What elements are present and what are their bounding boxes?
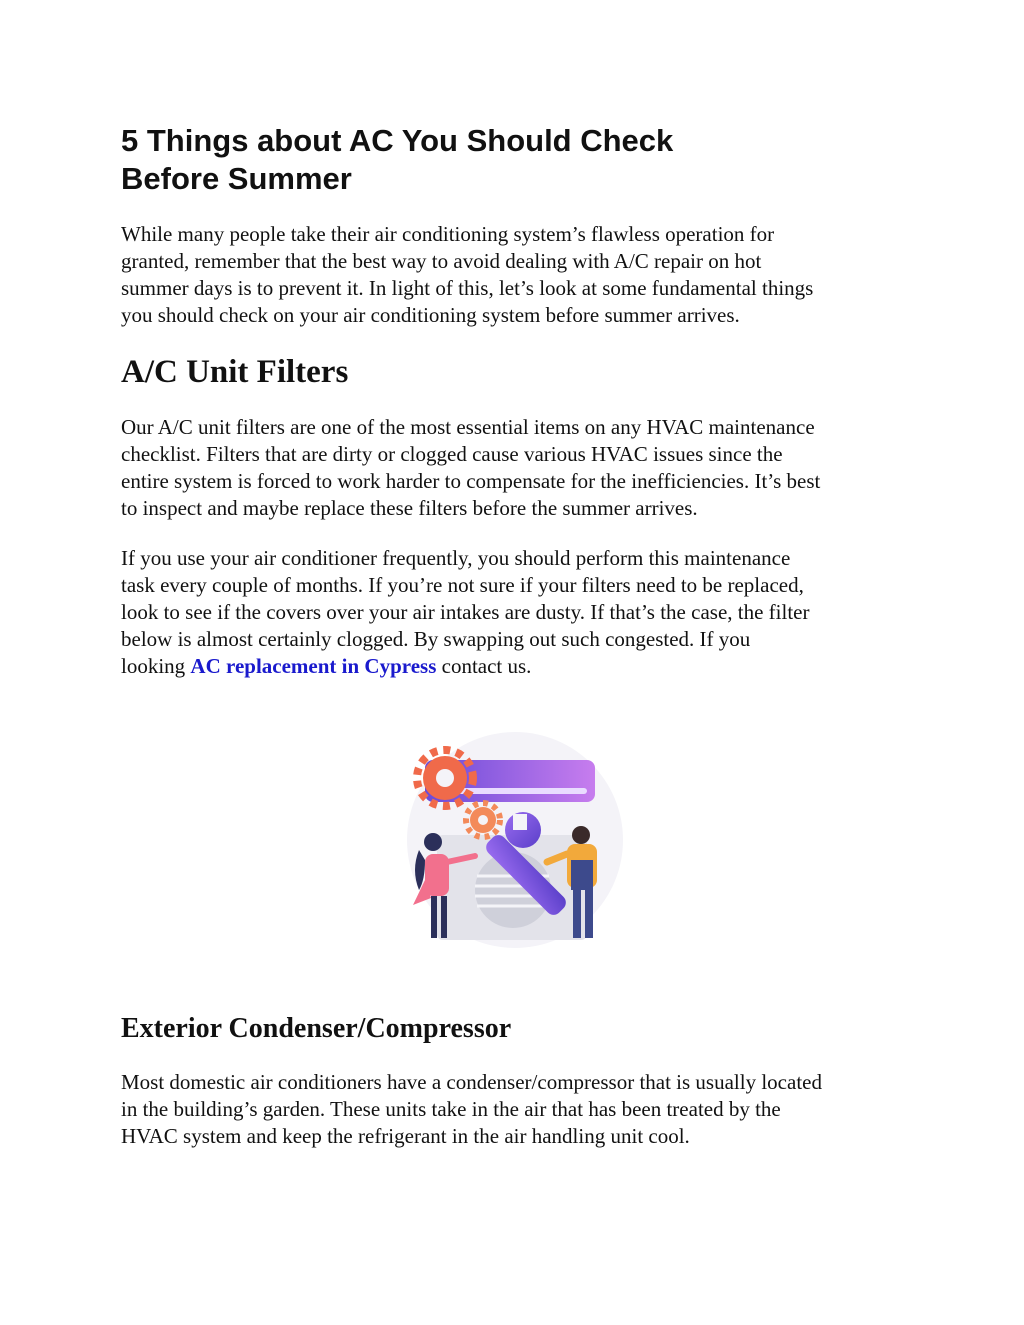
article-title	[121, 122, 821, 198]
text-line: granted, remember that the best way to avoid dealing with A/C repair on hot	[121, 249, 762, 273]
text-line: summer days is to prevent it. In light of this, let’s look at some fundamental things	[121, 276, 814, 300]
condenser-paragraph	[121, 1069, 921, 1150]
text-line: task every couple of months. If you’re not sure if your filters need to be replaced,	[121, 573, 804, 597]
text-line-suffix: contact us.	[436, 654, 532, 678]
text-line: entire system is forced to work harder to compensate for the inefficiencies. It’s best	[121, 469, 821, 493]
ac-repair-technicians-illustration	[395, 730, 635, 960]
section-heading-condenser: Exterior Condenser/Compressor	[121, 1013, 512, 1044]
text-line: look to see if the covers over your air intakes are dusty. If that’s the case, the filter	[121, 600, 810, 624]
filters-paragraph-2	[121, 545, 921, 680]
text-line: to inspect and maybe replace these filters before the summer arrives.	[121, 496, 698, 520]
section-heading-filters: A/C Unit Filters	[121, 354, 349, 390]
text-line: If you use your air conditioner frequently, you should perform this maintenance	[121, 546, 791, 570]
text-line: you should check on your air conditioning system before summer arrives.	[121, 303, 740, 327]
text-line: below is almost certainly clogged. By swapping out such congested. If you	[121, 627, 751, 651]
text-line: Our A/C unit filters are one of the most essential items on any HVAC maintenance	[121, 415, 815, 439]
filters-paragraph-1	[121, 414, 921, 522]
text-line: Most domestic air conditioners have a condenser/compressor that is usually located	[121, 1070, 822, 1094]
ac-replacement-link[interactable]: AC replacement in Cypress	[190, 654, 437, 678]
text-line-prefix: looking	[121, 654, 191, 678]
text-line: While many people take their air conditioning system’s flawless operation for	[121, 222, 775, 246]
text-line: HVAC system and keep the refrigerant in the air handling unit cool.	[121, 1124, 690, 1148]
illustration-svg	[395, 730, 635, 960]
article-title-line-1: 5 Things about AC You Should Check	[121, 123, 674, 158]
text-line: in the building’s garden. These units take in the air that has been treated by the	[121, 1097, 781, 1121]
intro-paragraph	[121, 221, 921, 329]
text-line: checklist. Filters that are dirty or clogged cause various HVAC issues since the	[121, 442, 783, 466]
article-title-line-2: Before Summer	[121, 161, 352, 196]
